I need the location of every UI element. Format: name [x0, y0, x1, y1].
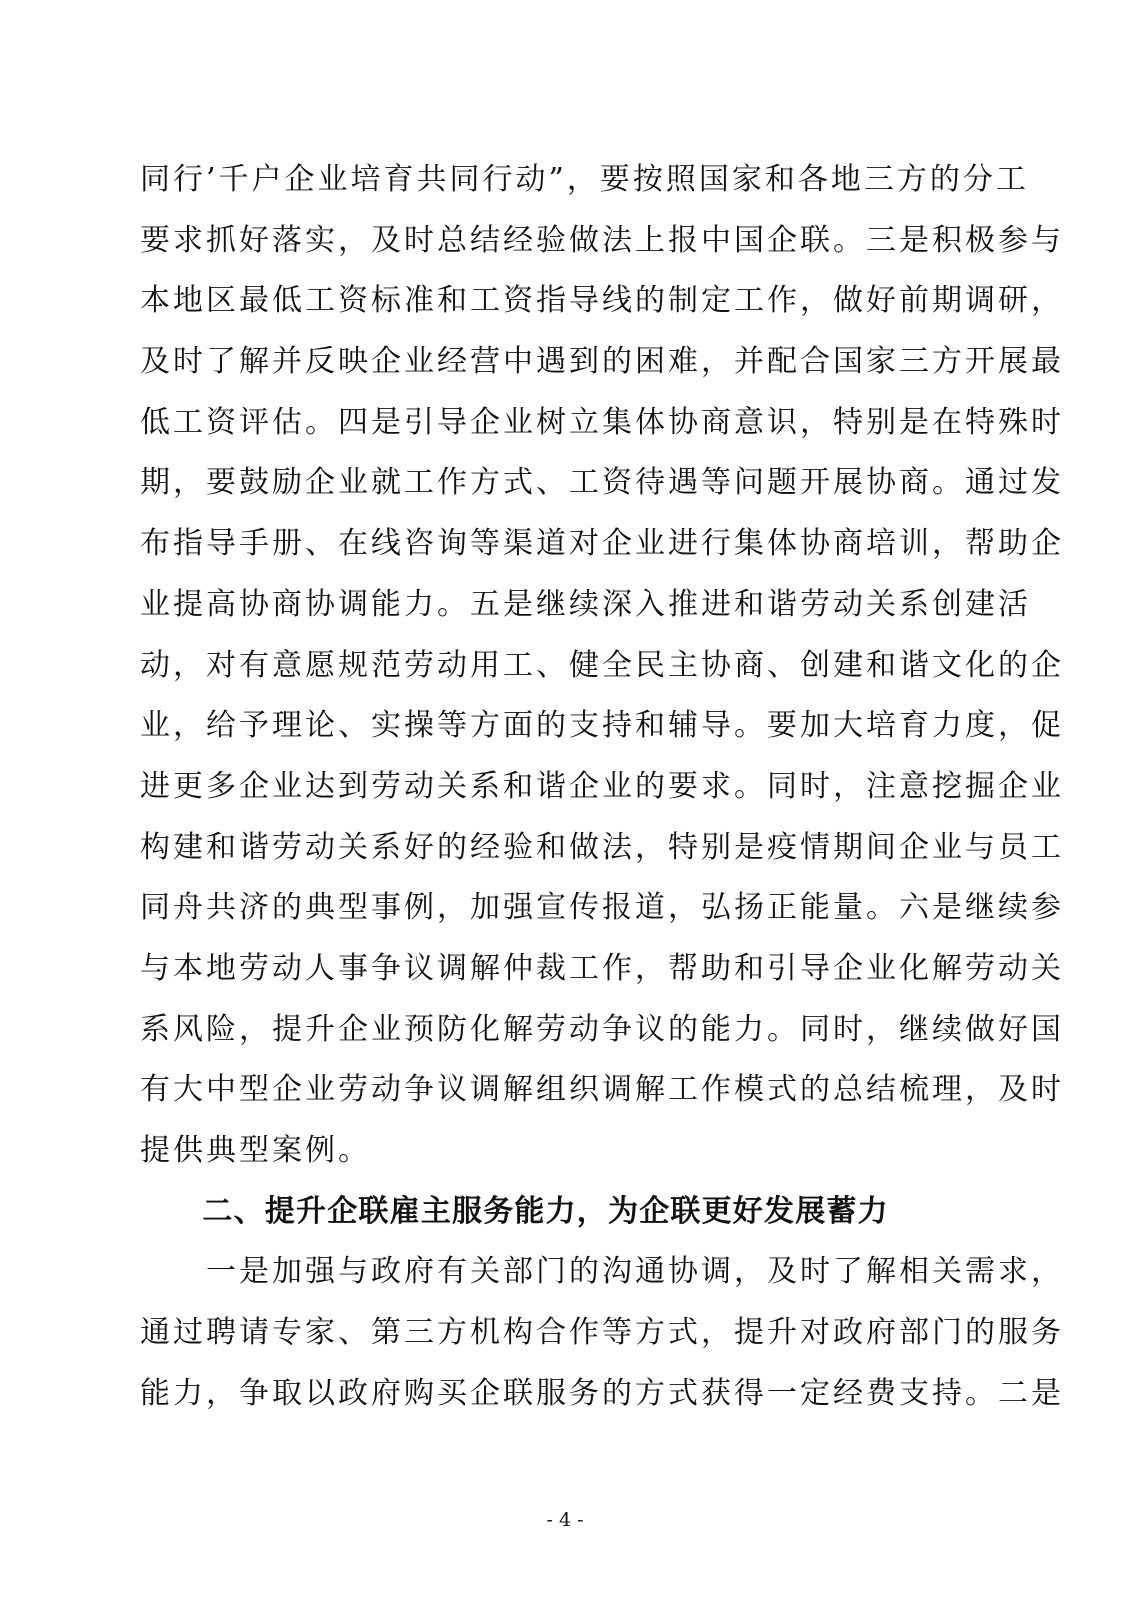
text-line: 有大中型企业劳动争议调解组织调解工作模式的总结梳理，及时: [140, 1072, 1064, 1108]
text-line: 与本地劳动人事争议调解仲裁工作，帮助和引导企业化解劳动关: [140, 950, 1064, 986]
text-line: 低工资评估。四是引导企业树立集体协商意识，特别是在特殊时: [140, 404, 1064, 440]
text-line: 一是加强与政府有关部门的沟通协调，及时了解相关需求，: [140, 1254, 1064, 1290]
section-heading: 二、提升企联雇主服务能力，为企联更好发展蓄力: [140, 1193, 889, 1229]
text-line: 通过聘请专家、第三方机构合作等方式，提升对政府部门的服务: [140, 1315, 1064, 1351]
text-line: 本地区最低工资标准和工资指导线的制定工作，做好前期调研，: [140, 283, 1064, 319]
body-text: [140, 150, 1064, 1424]
text-line: 布指导手册、在线咨询等渠道对企业进行集体协商培训，帮助企: [140, 526, 1064, 562]
text-line: 业，给予理论、实操等方面的支持和辅导。要加大培育力度，促: [140, 708, 1064, 744]
text-line: 业提高协商协调能力。五是继续深入推进和谐劳动关系创建活: [140, 586, 1031, 622]
text-line: 同舟共济的典型事例，加强宣传报道，弘扬正能量。六是继续参: [140, 890, 1064, 926]
text-line: 进更多企业达到劳动关系和谐企业的要求。同时，注意挖掘企业: [140, 768, 1064, 804]
text-line: 提供典型案例。: [140, 1133, 371, 1168]
text-line: 及时了解并反映企业经营中遇到的困难，并配合国家三方开展最: [140, 344, 1064, 380]
text-line: 能力，争取以政府购买企联服务的方式获得一定经费支持。二是: [140, 1375, 1064, 1411]
text-line: 动，对有意愿规范劳动用工、健全民主协商、创建和谐文化的企: [140, 647, 1064, 683]
text-line: 要求抓好落实，及时总结经验做法上报中国企联。三是积极参与: [140, 222, 1064, 258]
page-number: - 4 -: [546, 1509, 584, 1531]
text-line: 构建和谐劳动关系好的经验和做法，特别是疫情期间企业与员工: [140, 829, 1064, 865]
text-line: 系风险，提升企业预防化解劳动争议的能力。同时，继续做好国: [140, 1011, 1064, 1047]
text-line: 同行’千户企业培育共同行动”，要按照国家和各地三方的分工: [140, 162, 1029, 197]
text-line: 期，要鼓励企业就工作方式、工资待遇等问题开展协商。通过发: [140, 465, 1064, 501]
